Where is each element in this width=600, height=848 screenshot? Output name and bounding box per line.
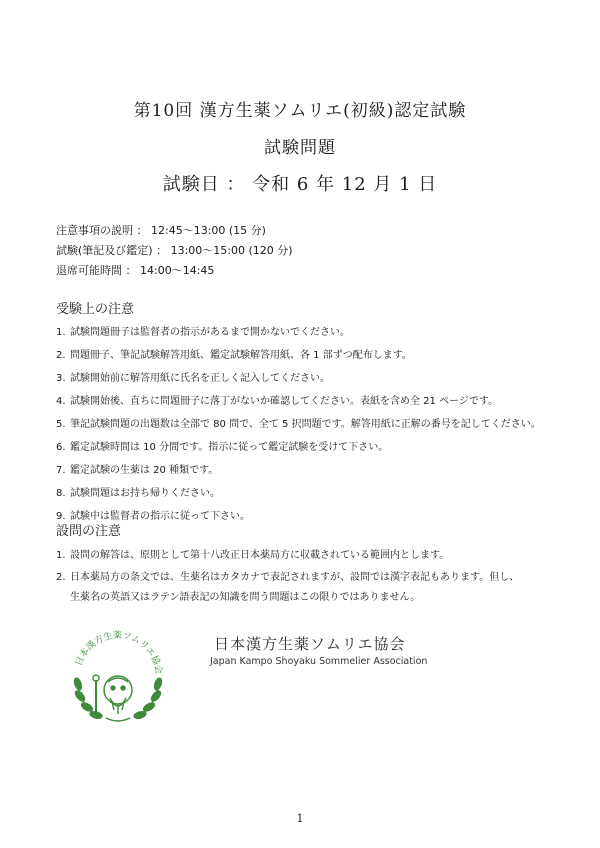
- association-name-jp: 日本漢方生薬ソムリエ協会: [214, 635, 406, 653]
- exam-notes-heading: 受験上の注意: [56, 302, 135, 317]
- question-note-item: 2. 日本薬局方の条文では、生薬名はカタカナで表記されますが、設問では漢字表記もあります。但し、: [56, 572, 520, 583]
- exam-title: 第10回 漢方生薬ソムリエ(初級)認定試験: [133, 101, 467, 121]
- exam-date: 試験日 ： 令和 6 年 12 月 1 日: [162, 174, 438, 195]
- schedule-explanation: 注意事項の説明 ： 12:45～13:00 (15 分): [56, 224, 266, 237]
- schedule-leave: 退席可能時間 ： 14:00～14:45: [56, 264, 215, 277]
- exam-note-item: 7. 鑑定試験の生薬は 20 種類です。: [56, 465, 219, 476]
- exam-note-item: 4. 試験開始後、直ちに問題冊子に落丁がないか確認してください。表紙を含め全 21 ページです。: [56, 396, 499, 407]
- page-number: 1: [296, 812, 304, 825]
- exam-note-item: 8. 試験問題はお持ち帰りください。: [56, 488, 220, 499]
- exam-subtitle: 試験問題: [264, 138, 336, 158]
- question-notes-heading: 設問の注意: [56, 524, 122, 539]
- question-note-item: 1. 設問の解答は、原則として第十八改正日本薬局方に収載されている範囲内とします。: [56, 550, 450, 561]
- exam-note-item: 2. 問題冊子、筆記試験解答用紙、鑑定試験解答用紙、各 1 部ずつ配布します。: [56, 350, 412, 361]
- association-logo: [66, 618, 170, 730]
- exam-note-item: 6. 鑑定試験時間は 10 分間です。指示に従って鑑定試験を受けて下さい。: [56, 442, 389, 453]
- question-note-continuation: 生薬名の英語又はラテン語表記の知識を問う問題はこの限りではありません。: [70, 592, 421, 603]
- exam-note-item: 1. 試験問題冊子は監督者の指示があるまで開かないでください。: [56, 327, 350, 338]
- exam-note-item: 9. 試験中は監督者の指示に従って下さい。: [56, 511, 250, 522]
- exam-note-item: 5. 筆記試験問題の出題数は全部で 80 問で、全て 5 択問題です。解答用紙に正解の番号を記してください。: [56, 419, 541, 430]
- association-name-en: Japan Kampo Shoyaku Sommelier Association: [210, 656, 428, 667]
- schedule-exam: 試験(筆記及び鑑定) ： 13:00～15:00 (120 分): [56, 244, 293, 257]
- logo-text-outer: 日本漢方生薬ソムリエ協会: [74, 630, 164, 675]
- exam-note-item: 3. 試験開始前に解答用紙に氏名を正しく記入してください。: [56, 373, 330, 384]
